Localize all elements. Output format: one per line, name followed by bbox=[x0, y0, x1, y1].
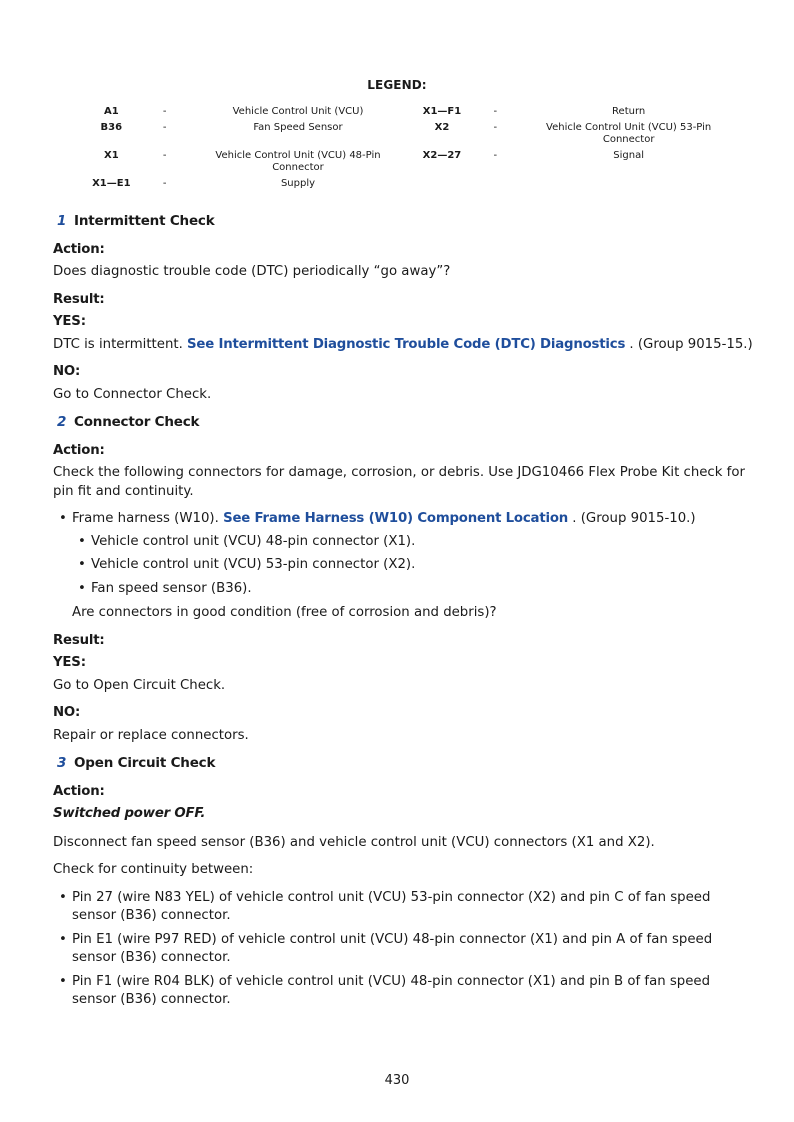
continuity-list bbox=[53, 889, 753, 1010]
intermittent-dtc-link[interactable]: See Intermittent Diagnostic Trouble Code (DTC) Diagnostics bbox=[187, 336, 626, 352]
legend-code: X1 bbox=[103, 150, 119, 161]
legend-description: Vehicle Control Unit (VCU) bbox=[232, 106, 364, 117]
bullet-text: Frame harness (W10). bbox=[72, 511, 224, 526]
legend-code: X2 bbox=[434, 122, 450, 133]
no-text: Go to Connector Check. bbox=[53, 386, 212, 402]
connector-list bbox=[53, 510, 753, 598]
action-label: Action: bbox=[53, 241, 105, 257]
bullet-icon: • bbox=[59, 511, 67, 526]
legend-title: LEGEND: bbox=[367, 78, 427, 92]
step-number: 3 bbox=[57, 755, 67, 771]
yes-label: YES: bbox=[53, 655, 86, 670]
list-item-text: Vehicle control unit (VCU) 48-pin connector (X1). bbox=[91, 533, 416, 549]
list-item bbox=[53, 931, 753, 968]
list-item bbox=[53, 973, 753, 1010]
action-label: Action: bbox=[53, 783, 105, 799]
legend-description bbox=[527, 178, 730, 194]
legend-row bbox=[90, 106, 730, 122]
legend-gap bbox=[399, 122, 420, 150]
bullet-icon: • bbox=[78, 533, 86, 549]
legend-row bbox=[90, 122, 730, 150]
yes-text-after: . (Group 9015-15.) bbox=[625, 336, 753, 352]
legend-code: X1—F1 bbox=[422, 106, 462, 117]
legend-table bbox=[90, 106, 730, 194]
legend-code: X2—27 bbox=[422, 150, 462, 161]
yes-label: YES: bbox=[53, 314, 86, 329]
continuity-intro: Check for continuity between: bbox=[53, 862, 254, 877]
bullet-icon: • bbox=[59, 931, 67, 947]
legend-gap bbox=[399, 150, 420, 178]
list-item bbox=[72, 556, 753, 575]
list-item-text: Pin F1 (wire R04 BLK) of vehicle control unit (VCU) 48-pin connector (X1) and pin B of fan speed sensor (B36) connector. bbox=[72, 973, 711, 1007]
step-1-title bbox=[53, 212, 753, 231]
legend-row bbox=[90, 150, 730, 178]
legend-dash: - bbox=[493, 106, 498, 117]
legend-description: Vehicle Control Unit (VCU) 48-Pin Connector bbox=[215, 150, 381, 173]
list-item bbox=[72, 580, 753, 599]
step-number: 1 bbox=[57, 213, 67, 229]
step-2-title bbox=[53, 413, 753, 432]
yes-text-before: DTC is intermittent. bbox=[53, 336, 188, 352]
step-number: 2 bbox=[57, 414, 67, 430]
disconnect-text: Disconnect fan speed sensor (B36) and vehicle control unit (VCU) connectors (X1 and X2). bbox=[53, 834, 655, 850]
list-item-text: Pin E1 (wire P97 RED) of vehicle control unit (VCU) 48-pin connector (X1) and pin A of fan speed sensor (B36) connector. bbox=[72, 931, 713, 965]
power-note: Switched power OFF. bbox=[53, 806, 206, 821]
sub-connector-list bbox=[72, 533, 753, 599]
bullet-icon: • bbox=[78, 580, 86, 596]
yes-text bbox=[53, 336, 753, 355]
bullet-text-after: . (Group 9015-10.) bbox=[568, 511, 696, 526]
legend-row bbox=[90, 178, 730, 194]
page-number: 430 bbox=[384, 1073, 410, 1088]
legend-gap bbox=[399, 178, 420, 194]
legend-code: X1—E1 bbox=[92, 178, 131, 189]
legend-dash bbox=[463, 178, 527, 194]
bullet-icon: • bbox=[78, 557, 86, 572]
no-label: NO: bbox=[53, 364, 81, 379]
action-label: Action: bbox=[53, 442, 105, 458]
legend-code: B36 bbox=[100, 122, 123, 133]
list-item-text: Vehicle control unit (VCU) 53-pin connector (X2). bbox=[91, 557, 416, 572]
list-item-text: Fan speed sensor (B36). bbox=[91, 580, 252, 596]
result-label: Result: bbox=[53, 632, 105, 648]
legend-dash: - bbox=[162, 122, 167, 133]
legend-dash: - bbox=[162, 106, 167, 117]
yes-text: Go to Open Circuit Check. bbox=[53, 677, 226, 693]
legend-description: Fan Speed Sensor bbox=[253, 122, 343, 133]
list-item bbox=[53, 510, 753, 598]
legend-dash: - bbox=[162, 178, 167, 189]
legend-dash: - bbox=[493, 122, 498, 133]
step-title-text: Intermittent Check bbox=[74, 213, 215, 229]
legend-dash: - bbox=[493, 150, 498, 161]
step-title-text: Connector Check bbox=[74, 414, 200, 430]
step-3-title bbox=[53, 754, 753, 773]
list-item-text: Pin 27 (wire N83 YEL) of vehicle control unit (VCU) 53-pin connector (X2) and pin C of fan speed sensor (B36) connector. bbox=[72, 889, 711, 923]
legend-description: Supply bbox=[280, 178, 316, 189]
legend-code bbox=[421, 178, 464, 194]
procedure-content bbox=[53, 212, 753, 1016]
legend-gap bbox=[399, 106, 420, 122]
no-label: NO: bbox=[53, 705, 81, 720]
list-item bbox=[53, 889, 753, 926]
legend-description: Return bbox=[612, 106, 646, 117]
legend-description: Vehicle Control Unit (VCU) 53-Pin Connector bbox=[546, 122, 712, 145]
frame-harness-link[interactable]: See Frame Harness (W10) Component Location bbox=[223, 511, 569, 526]
action-text: Check the following connectors for damage, corrosion, or debris. Use JDG10466 Flex Probe Kit check for pin fit and continuity. bbox=[53, 465, 745, 499]
bullet-icon: • bbox=[59, 973, 67, 989]
legend-code: A1 bbox=[103, 106, 119, 117]
list-item bbox=[72, 533, 753, 552]
no-text: Repair or replace connectors. bbox=[53, 727, 249, 743]
result-label: Result: bbox=[53, 291, 105, 307]
connector-question: Are connectors in good condition (free of corrosion and debris)? bbox=[72, 605, 497, 620]
step-title-text: Open Circuit Check bbox=[74, 755, 216, 771]
action-text: Does diagnostic trouble code (DTC) periodically “go away”? bbox=[53, 264, 451, 279]
legend-description: Signal bbox=[613, 150, 644, 161]
legend-dash: - bbox=[162, 150, 167, 161]
bullet-icon: • bbox=[59, 889, 67, 905]
